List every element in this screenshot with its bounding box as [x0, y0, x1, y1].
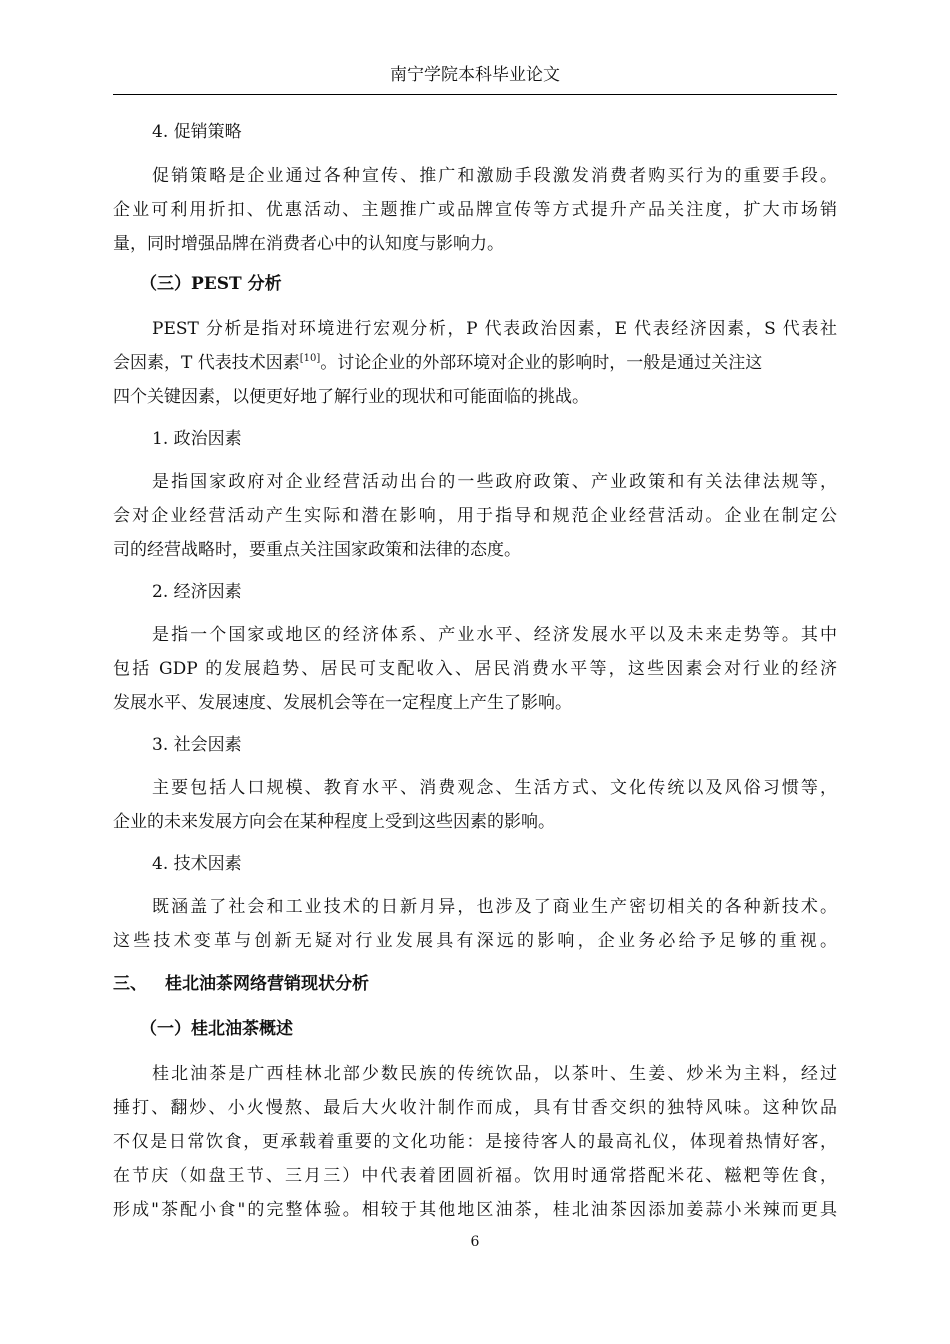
paragraph-line: 在节庆（如盘王节、三月三）中代表着团圆祈福。饮用时通常搭配米花、糍粑等佐食，: [113, 1166, 837, 1186]
paragraph-line: 促销策略是企业通过各种宣传、推广和激励手段激发消费者购买行为的重要手段。: [152, 166, 837, 186]
paragraph-line: 企业的未来发展方向会在某种程度上受到这些因素的影响。: [113, 812, 555, 832]
paragraph-line: 这些技术变革与创新无疑对行业发展具有深远的影响，企业务必给予足够的重视。: [113, 931, 837, 951]
paragraph-line: 是指国家政府对企业经营活动出台的一些政府政策、产业政策和有关法律法规等，: [152, 472, 837, 492]
page-number: 6: [470, 1234, 480, 1250]
citation-ref: [10]: [299, 353, 321, 364]
subheading-political: 1. 政治因素: [152, 429, 242, 449]
subheading-technological: 4. 技术因素: [152, 854, 242, 874]
paragraph-line: 司的经营战略时，要重点关注国家政策和法律的态度。: [113, 540, 521, 560]
header-divider: [113, 94, 837, 95]
paragraph-line: 四个关键因素，以便更好地了解行业的现状和可能面临的挑战。: [113, 387, 589, 407]
paragraph-line: 主要包括人口规模、教育水平、消费观念、生活方式、文化传统以及风俗习惯等，: [152, 778, 837, 798]
section-heading-overview: （一）桂北油茶概述: [140, 1019, 293, 1039]
chapter-title: 桂北油茶网络营销现状分析: [165, 974, 369, 994]
text-segment: 。讨论企业的外部环境对企业的影响时，一般是通过关注这: [320, 353, 763, 373]
section-heading-pest: （三）PEST 分析: [140, 274, 282, 294]
paragraph-line: 形成"茶配小食"的完整体验。相较于其他地区油茶，桂北油茶因添加姜蒜小米辣而更具: [113, 1200, 837, 1220]
paragraph-line: 捶打、翻炒、小火慢熬、最后大火收汁制作而成，具有甘香交织的独特风味。这种饮品: [113, 1098, 837, 1118]
paragraph-line: 桂北油茶是广西桂林北部少数民族的传统饮品，以茶叶、生姜、炒米为主料，经过: [152, 1064, 837, 1084]
text-segment: 会因素，T 代表技术因素: [113, 353, 300, 373]
chapter-number: 三、: [113, 974, 147, 994]
subheading-social: 3. 社会因素: [152, 735, 242, 755]
paragraph-line: PEST 分析是指对环境进行宏观分析，P 代表政治因素，E 代表经济因素，S 代表社: [152, 319, 837, 339]
paragraph-line: 量，同时增强品牌在消费者心中的认知度与影响力。: [113, 234, 504, 254]
page-header-title: 南宁学院本科毕业论文: [390, 65, 560, 85]
paragraph-line: 包括 GDP 的发展趋势、居民可支配收入、居民消费水平等，这些因素会对行业的经济: [113, 659, 837, 679]
paragraph-line: 发展水平、发展速度、发展机会等在一定程度上产生了影响。: [113, 693, 572, 713]
paragraph-line: 会对企业经营活动产生实际和潜在影响，用于指导和规范企业经营活动。企业在制定公: [113, 506, 837, 526]
subheading-promotion-strategy: 4. 促销策略: [152, 122, 242, 142]
subheading-economic: 2. 经济因素: [152, 582, 242, 602]
paragraph-line: 是指一个国家或地区的经济体系、产业水平、经济发展水平以及未来走势等。其中: [152, 625, 837, 645]
paragraph-line: [113, 351, 837, 375]
paragraph-line: 不仅是日常饮食，更承载着重要的文化功能：是接待客人的最高礼仪，体现着热情好客，: [113, 1132, 837, 1152]
chapter-heading: [113, 972, 837, 996]
paragraph-line: 既涵盖了社会和工业技术的日新月异，也涉及了商业生产密切相关的各种新技术。: [152, 897, 837, 917]
paragraph-line: 企业可利用折扣、优惠活动、主题推广或品牌宣传等方式提升产品关注度，扩大市场销: [113, 200, 837, 220]
